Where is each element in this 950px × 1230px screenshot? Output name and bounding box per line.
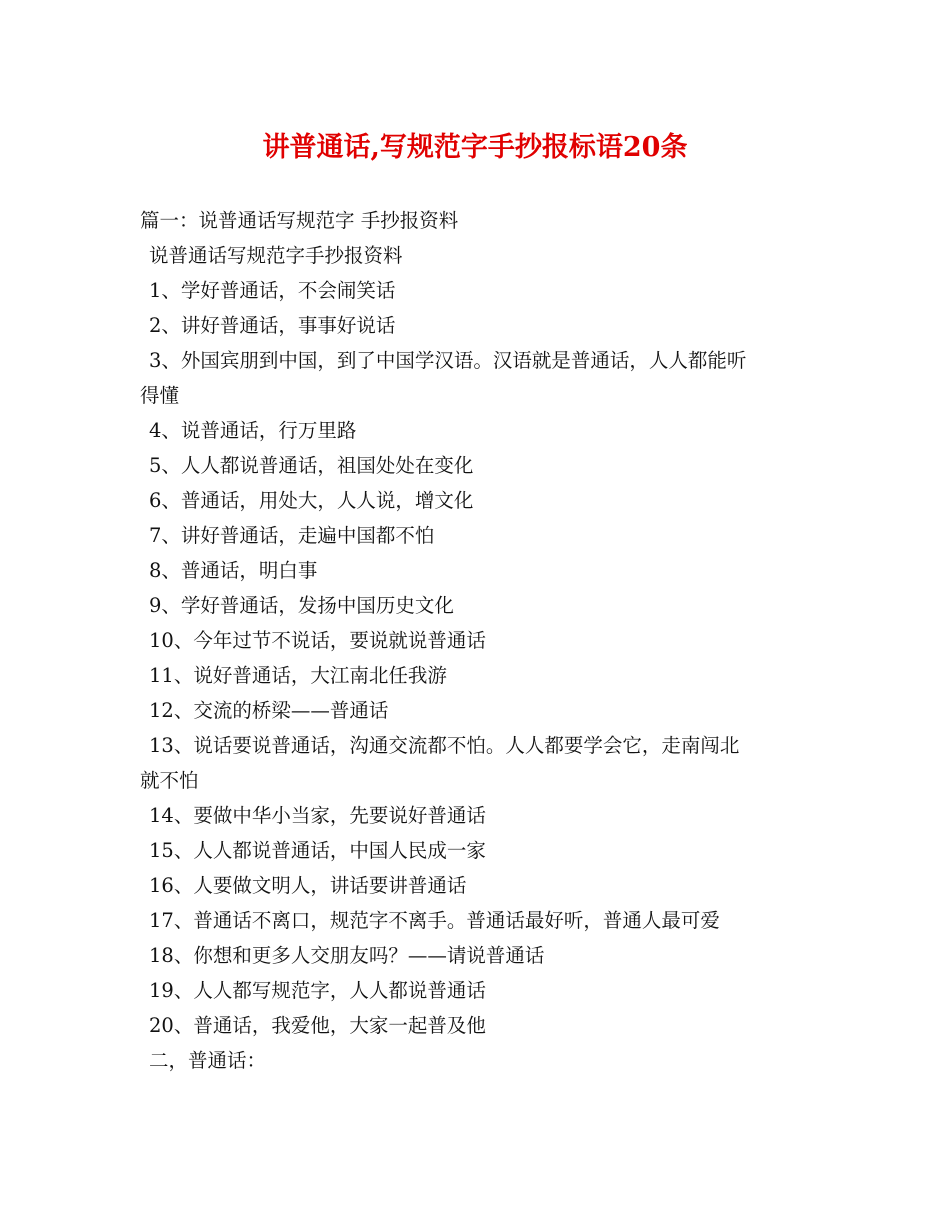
slogan-item-19: 19、人人都写规范字，人人都说普通话 — [149, 979, 486, 1002]
slogan-item-5: 5、人人都说普通话，祖国处处在变化 — [149, 454, 474, 477]
slogan-item-13: 13、说话要说普通话，沟通交流都不怕。人人都要学会它，走南闯北 — [149, 734, 740, 757]
slogan-item-15: 15、人人都说普通话，中国人民成一家 — [149, 839, 486, 862]
section-footer: 二，普通话： — [149, 1049, 267, 1072]
slogan-item-17: 17、普通话不离口，规范字不离手。普通话最好听，普通人最可爱 — [149, 909, 720, 932]
slogan-item-12: 12、交流的桥梁——普通话 — [149, 699, 389, 722]
slogan-item-11: 11、说好普通话，大江南北任我游 — [149, 664, 447, 687]
slogan-item-3: 3、外国宾朋到中国，到了中国学汉语。汉语就是普通话，人人都能听 — [149, 349, 747, 372]
slogan-item-8: 8、普通话，明白事 — [149, 559, 318, 582]
document-title: 讲普通话,写规范字手抄报标语20条 — [262, 132, 688, 163]
slogan-item-1: 1、学好普通话，不会闹笑话 — [149, 279, 396, 302]
slogan-item-4: 4、说普通话，行万里路 — [149, 419, 357, 442]
slogan-item-10: 10、今年过节不说话，要说就说普通话 — [149, 629, 486, 652]
slogan-item-3-continued: 得懂 — [140, 384, 180, 407]
document-body — [140, 203, 830, 1078]
slogan-item-6: 6、普通话，用处大，人人说，增文化 — [149, 489, 474, 512]
slogan-item-18: 18、你想和更多人交朋友吗？——请说普通话 — [149, 944, 545, 967]
slogan-item-20: 20、普通话，我爱他，大家一起普及他 — [149, 1014, 486, 1037]
slogan-item-7: 7、讲好普通话，走遍中国都不怕 — [149, 524, 435, 547]
section-subheading: 说普通话写规范字手抄报资料 — [149, 244, 403, 267]
slogan-item-16: 16、人要做文明人，讲话要讲普通话 — [149, 874, 467, 897]
slogan-item-9: 9、学好普通话，发扬中国历史文化 — [149, 594, 454, 617]
slogan-item-14: 14、要做中华小当家，先要说好普通话 — [149, 804, 486, 827]
slogan-item-2: 2、讲好普通话，事事好说话 — [149, 314, 396, 337]
slogan-item-13-continued: 就不怕 — [140, 769, 199, 792]
section-heading: 篇一：说普通话写规范字 手抄报资料 — [140, 209, 459, 232]
